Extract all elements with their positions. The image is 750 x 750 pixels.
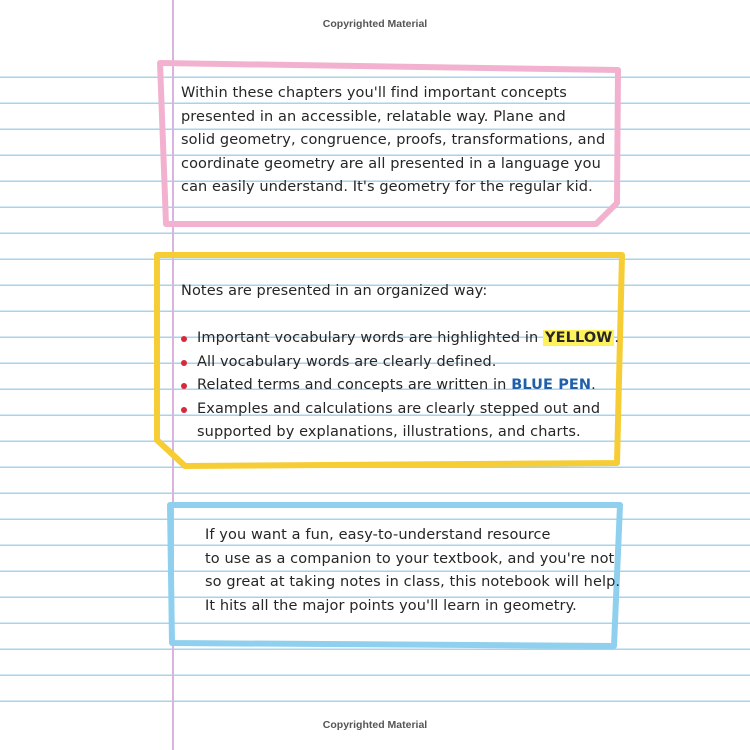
closing-line: so great at taking notes in class, this notebook will help. <box>205 574 621 590</box>
notes-list-item <box>181 327 619 351</box>
notes-heading: Notes are presented in an organized way: <box>181 283 488 299</box>
closing-line: If you want a fun, easy-to-understand resource <box>205 527 551 543</box>
bullet-dot-icon <box>181 336 187 342</box>
bullet-dot-icon <box>181 383 187 389</box>
item-text: Related terms and concepts are written in <box>197 377 512 393</box>
bullet-dot-icon <box>181 360 187 366</box>
notes-list <box>181 327 619 445</box>
bullet-dot-icon <box>181 407 187 413</box>
yellow-highlight-word: YELLOW <box>545 330 613 346</box>
intro-text <box>181 82 605 200</box>
notes-text <box>181 280 619 445</box>
intro-line: can easily understand. It's geometry for the regular kid. <box>181 179 593 195</box>
item-text: Important vocabulary words are highlighted in <box>197 330 544 346</box>
item-text: supported by explanations, illustrations, and charts. <box>197 424 581 440</box>
closing-text <box>205 524 620 618</box>
notes-list-item-continued <box>181 421 619 445</box>
intro-line: presented in an accessible, relatable way. Plane and <box>181 108 566 125</box>
item-text: Examples and calculations are clearly stepped out and <box>197 400 601 417</box>
blue-pen-word: BLUE PEN <box>511 377 592 393</box>
intro-line: coordinate geometry are all presented in a language you <box>181 155 601 172</box>
notes-list-item <box>181 351 619 375</box>
copyright-header: Copyrighted Material <box>322 18 428 30</box>
intro-line: solid geometry, congruence, proofs, transformations, and <box>181 132 606 148</box>
item-text: . <box>614 330 620 346</box>
notes-list-item <box>181 398 619 422</box>
closing-line: to use as a companion to your textbook, and you're not <box>205 550 615 567</box>
item-text: . <box>591 377 596 393</box>
copyright-footer: Copyrighted Material <box>322 719 428 731</box>
item-text: All vocabulary words are clearly defined. <box>197 353 497 370</box>
notes-spacer <box>181 304 619 328</box>
notes-list-item <box>181 374 619 398</box>
intro-line: Within these chapters you'll find important concepts <box>181 85 567 101</box>
closing-line: It hits all the major points you'll learn in geometry. <box>205 597 577 614</box>
